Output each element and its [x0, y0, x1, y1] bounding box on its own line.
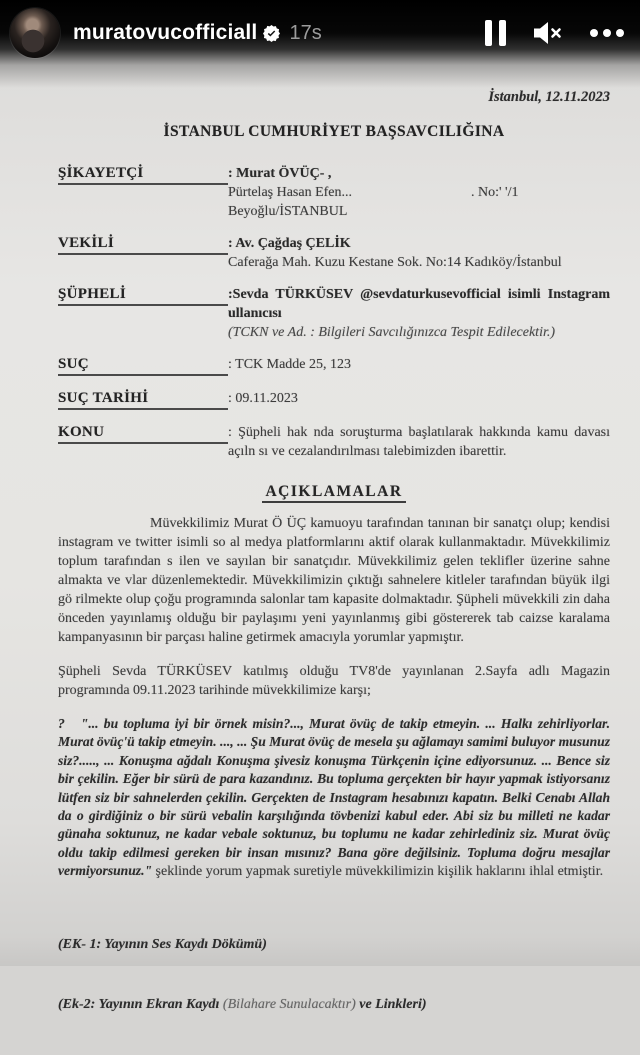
field-value — [228, 164, 610, 221]
field-value-line: : TCK Madde 25, 123 — [228, 357, 352, 372]
field-value — [228, 423, 610, 461]
story-top-bar — [0, 0, 640, 88]
field-label: ŞÜPHELİ — [58, 285, 228, 306]
quote-suffix-text: şeklinde yorum yapmak suretiyle müvekkilimizin kişilik haklarını ihlal etmiştir. — [152, 864, 604, 880]
field-value-line: : Av. Çağdaş ÇELİK — [228, 236, 351, 251]
story-timestamp: 17s — [289, 21, 322, 44]
field-label: KONU — [58, 423, 228, 444]
verified-badge-icon — [263, 25, 280, 42]
field-row-konu — [58, 423, 610, 461]
field-value-line: : Şüpheli hak nda soruşturma başlatılarak hakkında kamu davası açıln sı ve cezalandırılması talebimizden ibarettir. — [228, 425, 610, 459]
field-label: SUÇ TARİHİ — [58, 389, 228, 410]
field-label: ŞİKAYETÇİ — [58, 164, 228, 185]
volume-muted-icon[interactable] — [533, 20, 563, 46]
attachment-ek1: (EK- 1: Yayının Ses Kaydı Dökümü) — [58, 936, 267, 952]
story-controls — [485, 20, 624, 46]
document-content — [58, 88, 610, 1055]
field-value — [228, 355, 610, 376]
field-row-suc — [58, 355, 610, 376]
document-dateline: İstanbul, 12.11.2023 — [488, 89, 610, 105]
field-value-line: (TCKN ve Ad. : Bilgileri Savcılığınızca Tespit Edilecektir.) — [228, 325, 556, 340]
field-row-vekili — [58, 234, 610, 272]
section-heading-aciklamalar: AÇIKLAMALAR — [58, 482, 610, 502]
attachment-ek2: (Ek-2: Yayının Ekran Kaydı (Bilahare Sunulacaktır) ve Linkleri) — [58, 996, 427, 1012]
field-value-line: :Sevda TÜRKÜSEV @sevdaturkusevofficial isimli Instagram ullanıcısı — [228, 287, 610, 321]
field-value-line: : Murat ÖVÜÇ- , — [228, 166, 332, 181]
field-value-line: : 09.11.2023 — [228, 391, 298, 406]
body-paragraph-1: Müvekkilimiz Murat Ö ÜÇ kamuoyu tarafından tanınan bir sanatçı olup; kendisi instagram ve twitter isimli so al medya platformlarını aktif olarak kullanmaktadır. Müvekkilimiz toplum tarafından s ilen ve sayılan bir sanatçıdır. Müvekkilimiz gelen teklifler üzerine sahne almakta ve vlar düzenlemektedir. Müvekkilimizin çıktığı sahnelere kitleler tarafından büyük ilgi gö rilmekte olup çoğu programında salonlar tam kapasite dolmaktadır. Şüpheli müvekkili zin daha önceden yayınlamış olduğu bir paylaşımı yeni yayınlanmış gibi göstererek tab caizse karalama kampanyasının bir parçası haline getirmek amacıyla yorumlar yapmıştır. — [58, 516, 610, 645]
document-fields — [58, 164, 610, 461]
quote-text: "... bu topluma iyi bir örnek misin?..., Murat övüç de takip etmeyin. ... Halkı zehirliyorlar. Murat övüç'ü takip etmeyin. ..., ... Şu Murat övüç de mesela şu ağlamayı samimi buluyor musunuz siz?....., ... Konuşma ağdalı Konuşma şivesiz konuşma Türkçenin içine ediyorsunuz. ... Bence siz bir çekilin. Eğer bir sürü de para kazandınız. Bu topluma gerçekten bir hayır yapmak istiyorsanız lütfen siz bir sahnelerden çekilin. Gerçekten de Instagram hesabınızı kapatın. Belki Cenabı Allah da o girdiğiniz o bir sürü vebalin karşılığında tövbenizi kabul eder. Abi siz bu milleti ne kadar günaha soktunuz, ne kadar vebale soktunuz, bu toplumu ne kadar zehirlediniz siz. Murat övüç oldu takip edilmesi gereken bir insan mısınız? Bana göre değilsiniz. Topluma doğru mesajlar vermiyorsunuz." — [58, 716, 610, 879]
field-row-suc-tarihi — [58, 389, 610, 410]
field-value-line: Caferağa Mah. Kuzu Kestane Sok. No:14 Kadıköy/İstanbul — [228, 255, 562, 270]
field-value-line: Beyoğlu/İSTANBUL — [228, 204, 348, 219]
field-row-sikayetci — [58, 164, 610, 221]
document-title: İSTANBUL CUMHURİYET BAŞSAVCILIĞINA — [163, 123, 505, 140]
field-value — [228, 285, 610, 342]
more-options-icon[interactable] — [590, 29, 624, 37]
field-row-supheli — [58, 285, 610, 342]
body-paragraph-2: Şüpheli Sevda TÜRKÜSEV katılmış olduğu TV8'de yayınlanan 2.Sayfa adlı Magazin programında 09.11.2023 tarihinde müvekkilimize karşı; — [58, 664, 610, 698]
field-value — [228, 234, 610, 272]
field-label: SUÇ — [58, 355, 228, 376]
username[interactable]: muratovucofficiall — [73, 21, 258, 44]
attachments-list — [58, 895, 610, 1055]
profile-avatar[interactable] — [10, 8, 60, 58]
attachment-ek2-note: (Bilahare Sunulacaktır) — [222, 996, 356, 1012]
field-value-line: Pürtelaş Hasan Efen... . No:' '/1 — [228, 185, 519, 200]
stray-question-mark: ? — [58, 716, 65, 731]
pause-icon[interactable] — [485, 20, 506, 46]
quoted-statement — [58, 715, 610, 882]
field-label: VEKİLİ — [58, 234, 228, 255]
field-value — [228, 389, 610, 410]
